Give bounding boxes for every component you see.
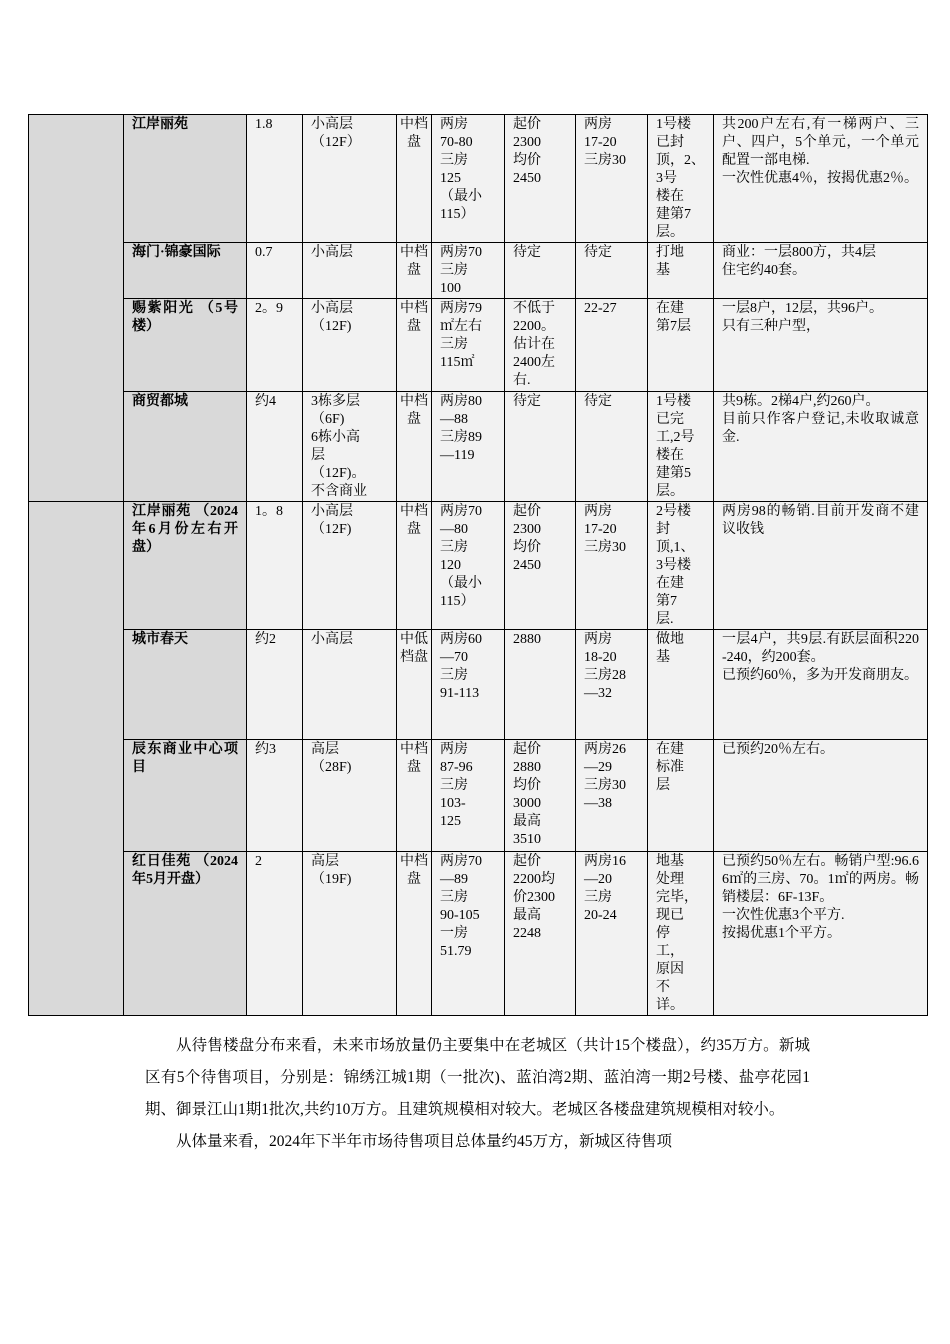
cell-line: 详。 [656, 998, 684, 1013]
building-type-cell [303, 502, 397, 630]
grade-cell: 中档盘 [397, 392, 432, 502]
area-cell [432, 115, 505, 243]
cell-line: 三房 [584, 890, 612, 905]
plot-ratio-cell: 约2 [247, 630, 303, 740]
units-cell [576, 115, 648, 243]
cell-line: （12F） [311, 135, 361, 150]
cell-line: 3000 [513, 796, 541, 811]
grade-cell: 中档盘 [397, 502, 432, 630]
cell-line: （12F)。 [311, 466, 366, 481]
cell-line: 115㎡ [440, 355, 475, 370]
project-name-cell: 赐紫阳光 （5号楼） [124, 299, 247, 392]
cell-line: 22-27 [584, 301, 617, 316]
cell-line: 层. [656, 612, 674, 627]
cell-line: 两房 [440, 742, 468, 757]
body-text [145, 1030, 810, 1158]
cell-line: 层 [656, 778, 670, 793]
notes-cell [714, 392, 928, 502]
cell-line: 待定 [513, 394, 541, 409]
cell-line: 三房 [440, 337, 468, 352]
grade-cell: 中档盘 [397, 740, 432, 852]
project-name-cell: 海门·锦豪国际 [124, 243, 247, 299]
cell-line: 起价 [513, 504, 541, 519]
units-cell [576, 243, 648, 299]
cell-line: 第7层 [656, 319, 691, 334]
cell-line: 18-20 [584, 650, 617, 665]
cell-line: 原因 [656, 962, 684, 977]
cell-line: 115） [440, 207, 475, 222]
cell-line: 已完 [656, 412, 684, 427]
cell-line: 高层 [311, 854, 339, 869]
cell-line: 建第5 [656, 466, 691, 481]
cell-line: 起价 [513, 742, 541, 757]
cell-line: 103- [440, 796, 466, 811]
cell-line: 三房 [440, 263, 468, 278]
cell-line: 高层 [311, 742, 339, 757]
cell-line: 两房 [584, 117, 612, 132]
grade-cell: 中档盘 [397, 852, 432, 1016]
price-cell [505, 243, 576, 299]
cell-line: 估计在 [513, 337, 555, 352]
project-name-cell: 辰东商业中心项目 [124, 740, 247, 852]
project-name-cell: 江岸丽苑 [124, 115, 247, 243]
cell-line: 3510 [513, 832, 541, 847]
cell-line: 两房70 [440, 504, 482, 519]
cell-line: （12F) [311, 522, 352, 537]
cell-line: 2300 [513, 135, 541, 150]
cell-line: 处理 [656, 872, 684, 887]
building-type-cell [303, 630, 397, 740]
cell-line: 91-113 [440, 686, 480, 701]
cell-line: 120 [440, 558, 461, 573]
cell-line: 不含商业 [311, 484, 367, 499]
cell-line: —119 [440, 448, 475, 463]
cell-line: 1号楼 [656, 394, 691, 409]
cell-line: 按揭优惠1个平方。 [722, 926, 841, 941]
cell-line: 两房70 [440, 245, 482, 260]
cell-line: 1号楼 [656, 117, 691, 132]
cell-line: —29 [584, 760, 612, 775]
price-cell [505, 630, 576, 740]
plot-ratio-cell: 2 [247, 852, 303, 1016]
cell-line: 待定 [584, 245, 612, 260]
cell-line: 住宅约40套。 [722, 263, 806, 278]
grade-cell: 中档盘 [397, 243, 432, 299]
table-row [29, 299, 928, 392]
cell-line: 目前只作客户登记,未收取诚意金. [722, 412, 919, 445]
cell-line: 一次性优惠4％，按揭优惠2％。 [722, 171, 918, 186]
cell-line: 基 [656, 650, 670, 665]
plot-ratio-cell: 1.8 [247, 115, 303, 243]
cell-line: （最小 [440, 576, 482, 591]
price-cell [505, 852, 576, 1016]
cell-line: 商业：一层800方，共4层 [722, 245, 876, 260]
cell-line: 最高 [513, 908, 541, 923]
units-cell [576, 630, 648, 740]
cell-line: 楼在 [656, 448, 684, 463]
cell-line: 87-96 [440, 760, 473, 775]
project-name-cell: 商贸都城 [124, 392, 247, 502]
cell-line: 20-24 [584, 908, 617, 923]
cell-line: 两房70 [440, 854, 482, 869]
price-cell [505, 740, 576, 852]
cell-line: （28F) [311, 760, 352, 775]
cell-line: 封 [656, 522, 670, 537]
cell-line: 100 [440, 281, 461, 296]
cell-line: —20 [584, 872, 612, 887]
cell-line: 层 [311, 448, 325, 463]
cell-line: 只有三种户型， [722, 319, 820, 334]
cell-line: 已预约60％，多为开发商朋友。 [722, 668, 918, 683]
area-cell [432, 392, 505, 502]
cell-line: 不 [656, 980, 670, 995]
cell-line: 小高层 [311, 245, 353, 260]
paragraph: 从待售楼盘分布来看，未来市场放量仍主要集中在老城区（共计15个楼盘），约35万方。新城区有5个待售项目，分别是：锦绣江城1期（一批次)、蓝泊湾2期、蓝泊湾一期2号楼、盐亭花园1期、御景江山1期1批次,共约10万方。且建筑规模相对较大。老城区各楼盘建筑规模相对较小。 [145, 1037, 810, 1118]
cell-line: 两房16 [584, 854, 626, 869]
area-cell [432, 299, 505, 392]
progress-cell [648, 243, 714, 299]
cell-line: （6F) [311, 412, 345, 427]
cell-line: 小高层 [311, 632, 353, 647]
cell-line: ㎡左右 [440, 319, 482, 334]
area-cell [432, 502, 505, 630]
table-row [29, 243, 928, 299]
cell-line: 两房98的畅销.目前开发商不建议收钱 [722, 504, 919, 537]
region-new-cell [29, 502, 124, 1016]
plot-ratio-cell: 约4 [247, 392, 303, 502]
notes-cell [714, 740, 928, 852]
units-cell [576, 299, 648, 392]
cell-line: 2880 [513, 632, 541, 647]
cell-line: （19F) [311, 872, 352, 887]
paragraph: 从体量来看，2024年下半年市场待售项目总体量约45万方，新城区待售项 [176, 1133, 673, 1150]
cell-line: 待定 [584, 394, 612, 409]
cell-line: 两房80 [440, 394, 482, 409]
cell-line: 右. [513, 373, 531, 388]
cell-line: 小高层 [311, 117, 353, 132]
cell-line: 共200户左右,有一梯两户、三户、四户，5个单元，一个单元配置一部电梯. [722, 117, 919, 168]
progress-cell [648, 740, 714, 852]
project-name-cell: 江岸丽苑 （2024年6月份左右开盘） [124, 502, 247, 630]
building-type-cell [303, 392, 397, 502]
notes-cell [714, 299, 928, 392]
table-row [29, 502, 928, 630]
cell-line: 两房60 [440, 632, 482, 647]
cell-line: 2300 [513, 522, 541, 537]
progress-cell [648, 299, 714, 392]
notes-cell [714, 243, 928, 299]
cell-line: 工， [656, 944, 684, 959]
cell-line: 基 [656, 263, 670, 278]
cell-line: 三房 [440, 153, 468, 168]
cell-line: —80 [440, 522, 468, 537]
cell-line: 3栋多层 [311, 394, 360, 409]
price-cell [505, 392, 576, 502]
cell-line: 完毕， [656, 890, 698, 905]
cell-line: 待定 [513, 245, 541, 260]
notes-cell [714, 115, 928, 243]
cell-line: 三房 [440, 668, 468, 683]
cell-line: 起价 [513, 854, 541, 869]
cell-line: 2450 [513, 558, 541, 573]
table-row [29, 115, 928, 243]
cell-line: 价2300 [513, 890, 555, 905]
cell-line: 2450 [513, 171, 541, 186]
cell-line: —89 [440, 872, 468, 887]
building-type-cell [303, 740, 397, 852]
cell-line: 三房30 [584, 540, 626, 555]
cell-line: —70 [440, 650, 468, 665]
property-table [28, 114, 928, 1016]
cell-line: 层。 [656, 225, 684, 240]
building-type-cell [303, 243, 397, 299]
units-cell [576, 502, 648, 630]
table-row [29, 630, 928, 740]
area-cell [432, 243, 505, 299]
cell-line: 小高层 [311, 504, 353, 519]
cell-line: 三房 [440, 540, 468, 555]
cell-line: 三房89 [440, 430, 482, 445]
cell-line: 90-105 [440, 908, 480, 923]
cell-line: 51.79 [440, 944, 472, 959]
table-row [29, 852, 928, 1016]
cell-line: 一层8户，12层，共96户。 [722, 301, 883, 316]
units-cell [576, 392, 648, 502]
cell-line: —32 [584, 686, 612, 701]
area-cell [432, 630, 505, 740]
price-cell [505, 115, 576, 243]
cell-line: 2200均 [513, 872, 555, 887]
notes-cell [714, 630, 928, 740]
cell-line: 2号楼 [656, 504, 691, 519]
cell-line: 共9栋。2梯4户,约260户。 [722, 394, 880, 409]
cell-line: 三房 [440, 778, 468, 793]
cell-line: 在建 [656, 576, 684, 591]
cell-line: 一房 [440, 926, 468, 941]
cell-line: 17-20 [584, 135, 617, 150]
table-row [29, 740, 928, 852]
plot-ratio-cell: 2。9 [247, 299, 303, 392]
project-name-cell: 城市春天 [124, 630, 247, 740]
grade-cell: 中档盘 [397, 299, 432, 392]
cell-line: 两房 [584, 632, 612, 647]
units-cell [576, 852, 648, 1016]
cell-line: 起价 [513, 117, 541, 132]
area-cell [432, 852, 505, 1016]
progress-cell [648, 392, 714, 502]
progress-cell [648, 630, 714, 740]
grade-cell: 中档盘 [397, 115, 432, 243]
cell-line: 两房26 [584, 742, 626, 757]
cell-line: （最小 [440, 189, 482, 204]
cell-line: 均价 [513, 778, 541, 793]
cell-line: 现已 [656, 908, 684, 923]
cell-line: 2200。 [513, 319, 555, 334]
grade-cell: 中低档盘 [397, 630, 432, 740]
cell-line: 3号楼 [656, 558, 691, 573]
notes-cell [714, 502, 928, 630]
cell-line: 顶,1、 [656, 540, 695, 555]
cell-line: 一次性优惠3个平方. [722, 908, 845, 923]
cell-line: 工,2号 [656, 430, 695, 445]
cell-line: 标准 [656, 760, 684, 775]
plot-ratio-cell: 1。8 [247, 502, 303, 630]
cell-line: 在建 [656, 742, 684, 757]
cell-line: 三房 [440, 890, 468, 905]
cell-line: —88 [440, 412, 468, 427]
cell-line: 两房 [440, 117, 468, 132]
cell-line: 楼在 [656, 189, 684, 204]
cell-line: 6栋小高 [311, 430, 360, 445]
cell-line: 层。 [656, 484, 684, 499]
cell-line: 不低于 [513, 301, 555, 316]
cell-line: 均价 [513, 153, 541, 168]
cell-line: 已封 [656, 135, 684, 150]
building-type-cell [303, 299, 397, 392]
cell-line: 最高 [513, 814, 541, 829]
price-cell [505, 502, 576, 630]
cell-line: 两房79 [440, 301, 482, 316]
cell-line: 三房30 [584, 778, 626, 793]
cell-line: —38 [584, 796, 612, 811]
region-old-cell [29, 115, 124, 502]
cell-line: 2248 [513, 926, 541, 941]
cell-line: 建第7 [656, 207, 691, 222]
cell-line: 做地 [656, 632, 684, 647]
cell-line: 两房 [584, 504, 612, 519]
building-type-cell [303, 852, 397, 1016]
cell-line: 已预约20％左右。 [722, 742, 834, 757]
cell-line: 17-20 [584, 522, 617, 537]
cell-line: 一层4户，共9层.有跃层面积220-240，约200套。 [722, 632, 919, 665]
cell-line: 125 [440, 814, 461, 829]
building-type-cell [303, 115, 397, 243]
notes-cell [714, 852, 928, 1016]
cell-line: 2880 [513, 760, 541, 775]
plot-ratio-cell: 0.7 [247, 243, 303, 299]
price-cell [505, 299, 576, 392]
cell-line: 125 [440, 171, 461, 186]
project-name-cell: 红日佳苑 （2024年5月开盘） [124, 852, 247, 1016]
cell-line: 均价 [513, 540, 541, 555]
cell-line: 已预约50％左右。畅销户型:96.66㎡的三房、70。1㎡的两房。畅销楼层：6F-13F。 [722, 854, 919, 905]
cell-line: 地基 [656, 854, 684, 869]
cell-line: 2400左 [513, 355, 555, 370]
cell-line: 停 [656, 926, 670, 941]
cell-line: 第7 [656, 594, 677, 609]
cell-line: 在建 [656, 301, 684, 316]
plot-ratio-cell: 约3 [247, 740, 303, 852]
progress-cell [648, 115, 714, 243]
cell-line: 115） [440, 594, 475, 609]
cell-line: 三房30 [584, 153, 626, 168]
cell-line: 三房28 [584, 668, 626, 683]
cell-line: 打地 [656, 245, 684, 260]
table-row [29, 392, 928, 502]
cell-line: 顶，2、3号 [656, 153, 705, 186]
cell-line: （12F) [311, 319, 352, 334]
cell-line: 70-80 [440, 135, 473, 150]
cell-line: 小高层 [311, 301, 353, 316]
area-cell [432, 740, 505, 852]
progress-cell [648, 852, 714, 1016]
progress-cell [648, 502, 714, 630]
units-cell [576, 740, 648, 852]
